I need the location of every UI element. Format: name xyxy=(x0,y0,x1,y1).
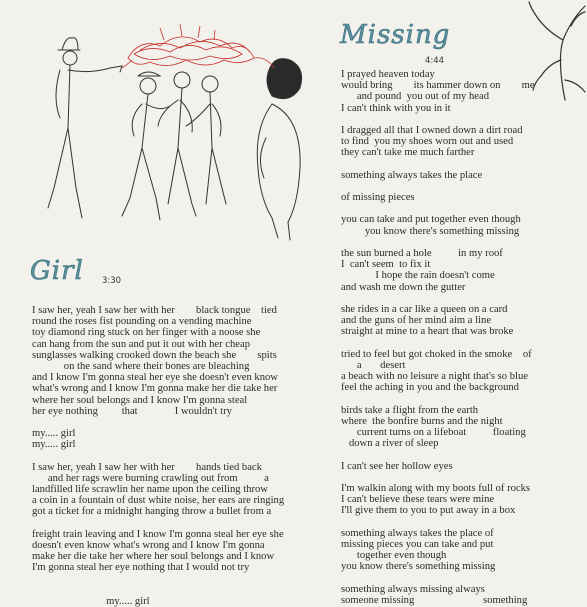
lyric-line: where her soul belongs and I know I'm gonna steal xyxy=(32,394,248,406)
lyric-line: my..... girl xyxy=(32,439,76,451)
lyrics-missing xyxy=(341,69,535,606)
lyric-line xyxy=(341,203,535,214)
lyric-line: to find you my shoes worn out and used xyxy=(341,136,514,148)
lyric-line xyxy=(341,181,535,192)
lyric-line: on the sand where their bones are bleaching xyxy=(32,360,250,372)
lyric-line xyxy=(341,449,535,460)
song-title-girl: Girl xyxy=(30,256,84,286)
lyric-line: you know there's something missing xyxy=(341,561,496,573)
lyric-line: of missing pieces xyxy=(341,192,415,204)
lyric-line xyxy=(341,517,535,528)
lyric-line: something always missing always xyxy=(341,583,485,595)
lyric-line: freight train leaving and I know I'm gonna steal her eye she xyxy=(32,528,284,540)
lyric-line: you know there's something missing xyxy=(341,225,520,237)
lyrics-girl xyxy=(32,305,284,607)
lyric-line xyxy=(32,450,284,461)
lyric-line xyxy=(341,114,535,125)
lyric-line: I can't think with you in it xyxy=(341,102,451,114)
lyric-line: they can't take me much farther xyxy=(341,147,475,159)
lyric-line: my..... girl xyxy=(32,595,150,607)
song-duration-missing: 4:44 xyxy=(425,56,445,66)
lyric-line: a desert xyxy=(341,359,406,371)
lyric-line: I prayed heaven today xyxy=(341,69,435,80)
lyric-line xyxy=(32,574,284,585)
lyric-line: feel the aching in you and the background xyxy=(341,382,519,394)
lyric-line: you can take and put together even though xyxy=(341,214,521,226)
lyric-line: I dragged all that I owned down a dirt road xyxy=(341,124,523,136)
lyric-line: I can't see her hollow eyes xyxy=(341,460,453,472)
lyric-line: I'm walkin along with my boots full of rocks xyxy=(341,482,531,494)
lyric-line: and wash me down the gutter xyxy=(341,281,466,293)
lyric-line: someone missing something xyxy=(341,594,528,606)
lyric-line: I saw her, yeah I saw her with her hands tied back xyxy=(32,461,262,473)
lyric-line: and pound you out of my head xyxy=(341,91,489,103)
lyric-line xyxy=(32,518,284,529)
lyric-line xyxy=(32,585,284,596)
lyric-line: what's wrong and I know I'm gonna make her die take her xyxy=(32,383,278,395)
lyric-line xyxy=(341,393,535,404)
lyric-line: a beach with no leisure a night that's so blue xyxy=(341,371,528,383)
lyric-line: down a river of sleep xyxy=(341,438,439,450)
lyric-line: make her die take her where her soul belongs and I know xyxy=(32,551,275,563)
lyric-line xyxy=(341,472,535,483)
lyric-line: I can't believe these tears were mine xyxy=(341,494,495,506)
lyric-line: a coin in a fountain of dust white noise, her ears are ringing xyxy=(32,495,285,507)
song-duration-girl: 3:30 xyxy=(102,276,122,286)
lyric-line: something always takes the place of xyxy=(341,527,494,539)
lyric-line: straight at mine to a heart that was broke xyxy=(341,326,514,338)
lyric-line: got a ticket for a midnight hanging throw a bullet from a xyxy=(32,506,272,518)
lyric-line: round the roses fist pounding on a vending machine xyxy=(32,316,252,328)
lyric-line: doesn't even know what's wrong and I know I'm gonna xyxy=(32,539,265,551)
lyric-line: I'm gonna steal her eye nothing that I would not try xyxy=(32,562,250,574)
lyric-line: my..... girl xyxy=(32,428,76,440)
lyric-line: current turns on a lifeboat floating xyxy=(341,427,526,438)
lyric-line: I can't seem to fix it xyxy=(341,259,431,271)
lyric-line: she rides in a car like a queen on a card xyxy=(341,303,508,315)
lyric-line: landfilled life scrawlin her name upon the ceiling throw xyxy=(32,484,268,495)
lyric-line: and I know I'm gonna steal her eye she doesn't even know xyxy=(32,372,278,384)
lyric-line: I saw her, yeah I saw her with her black tongue tied xyxy=(32,305,277,316)
lyric-line: tried to feel but got choked in the smoke of xyxy=(341,348,532,360)
lyric-line: the sun burned a hole in my roof xyxy=(341,248,503,259)
lyric-line: can hang from the sun and put it out with her cheap xyxy=(32,338,250,350)
lyric-line xyxy=(341,237,535,248)
lyric-line: and her rags were burning crawling out from a xyxy=(32,472,269,484)
lyric-line: missing pieces you can take and put xyxy=(341,538,494,550)
lyric-line: birds take a flight from the earth xyxy=(341,404,479,416)
lyric-line: and the guns of her mind aim a line xyxy=(341,315,492,327)
lyric-line: I'll give them to you to put away in a box xyxy=(341,505,516,517)
lyric-line xyxy=(32,417,284,428)
lyric-line: something always takes the place xyxy=(341,169,483,181)
lyric-line: her eye nothing that I wouldn't try xyxy=(32,405,232,417)
lyric-line: where the bonfire burns and the night xyxy=(341,415,503,427)
lyric-line: I hope the rain doesn't come xyxy=(341,270,495,282)
lyric-line: would bring its hammer down on me xyxy=(341,80,535,92)
lyric-line: together even though xyxy=(341,550,447,562)
lyric-line: toy diamond ring stuck on her finger with a noose she xyxy=(32,327,261,339)
lyric-line xyxy=(341,338,535,349)
lyric-line xyxy=(341,159,535,170)
lyric-line xyxy=(341,572,535,583)
lyric-line: sunglasses walking crooked down the beach she spits xyxy=(32,349,277,361)
sketch-illustration xyxy=(10,8,330,248)
lyric-line xyxy=(341,293,535,304)
song-title-missing: Missing xyxy=(340,20,451,50)
